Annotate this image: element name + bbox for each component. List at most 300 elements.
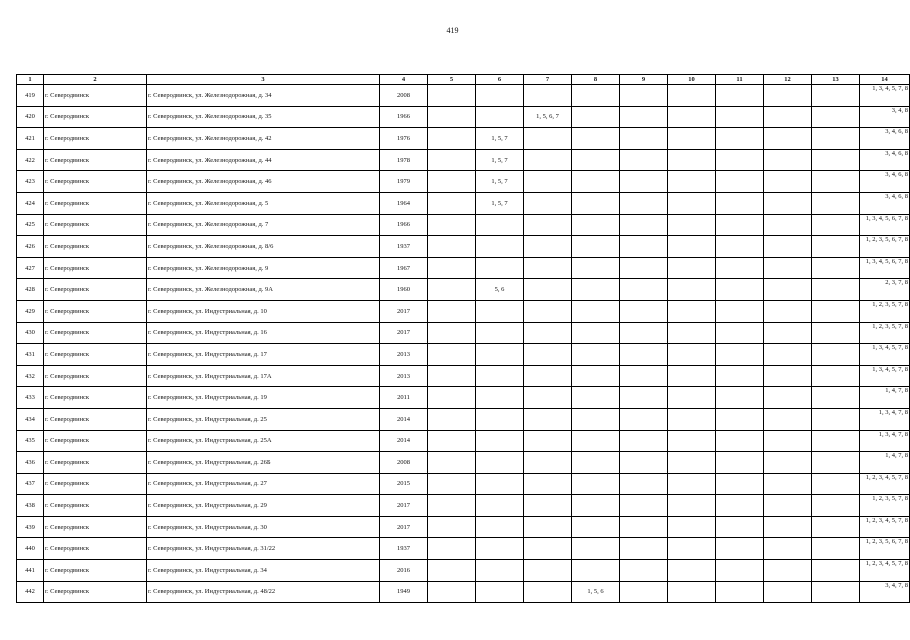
table-cell [524,473,572,495]
table-cell [428,452,476,474]
registry-table [16,74,910,603]
table-cell [428,128,476,150]
table-cell [764,192,812,214]
table-cell: г. Северодвинск [44,560,147,582]
table-cell [764,365,812,387]
table-cell [428,106,476,128]
table-cell: г. Северодвинск, ул. Индустриальная, д. 30 [147,516,380,538]
table-cell [620,538,668,560]
table-cell: г. Северодвинск, ул. Железнодорожная, д. 5 [147,192,380,214]
table-cell [668,516,716,538]
table-cell [764,408,812,430]
table-cell: г. Северодвинск, ул. Железнодорожная, д. 44 [147,149,380,171]
table-cell [620,516,668,538]
table-cell [476,365,524,387]
table-cell: г. Северодвинск, ул. Индустриальная, д. 10 [147,300,380,322]
table-cell [428,279,476,301]
table-cell [764,236,812,258]
table-cell: г. Северодвинск, ул. Железнодорожная, д. 9 [147,257,380,279]
table-cell: 1, 5, 7 [476,192,524,214]
page-number: 419 [446,26,459,35]
table-row [17,300,910,322]
table-cell [716,430,764,452]
table-cell [812,236,860,258]
table-cell: 1, 2, 3, 5, 7, 8 [860,495,910,517]
table-cell: 420 [17,106,44,128]
table-cell [764,171,812,193]
table-cell [764,473,812,495]
table-cell: 1, 2, 3, 5, 6, 7, 8 [860,236,910,258]
table-cell: 442 [17,581,44,603]
table-cell [668,473,716,495]
table-cell [572,430,620,452]
table-cell [428,430,476,452]
table-cell: 440 [17,538,44,560]
table-cell [476,473,524,495]
table-cell [428,192,476,214]
table-cell: г. Северодвинск [44,85,147,107]
table-cell: 2011 [380,387,428,409]
table-cell: 1, 5, 7 [476,149,524,171]
table-cell [428,387,476,409]
table-cell [524,408,572,430]
table-cell [524,192,572,214]
table-cell: 3, 4, 6, 8 [860,171,910,193]
table-cell [572,106,620,128]
table-cell: 1, 3, 4, 5, 7, 8 [860,365,910,387]
table-cell: г. Северодвинск, ул. Индустриальная, д. 26Б [147,452,380,474]
table-cell [716,300,764,322]
table-cell [716,106,764,128]
table-cell [716,85,764,107]
table-cell [812,214,860,236]
table-cell [572,322,620,344]
table-cell: 438 [17,495,44,517]
table-cell: 1, 2, 3, 4, 5, 7, 8 [860,473,910,495]
table-cell [524,322,572,344]
table-cell [620,430,668,452]
table-cell: 431 [17,344,44,366]
table-cell: г. Северодвинск [44,452,147,474]
table-cell: 1, 2, 3, 5, 7, 8 [860,300,910,322]
table-row [17,365,910,387]
table-body [17,85,910,603]
table-cell [524,171,572,193]
table-row [17,473,910,495]
table-cell [620,473,668,495]
table-cell [764,149,812,171]
table-cell [572,192,620,214]
table-row [17,171,910,193]
table-cell: 3, 4, 6, 8 [860,192,910,214]
table-cell [476,387,524,409]
table-cell: 1964 [380,192,428,214]
column-header: 4 [380,75,428,85]
table-cell [668,257,716,279]
table-cell [620,495,668,517]
table-cell [524,214,572,236]
column-header: 9 [620,75,668,85]
table-cell [812,128,860,150]
table-cell: г. Северодвинск [44,192,147,214]
table-cell [620,279,668,301]
table-cell [764,516,812,538]
table-cell: 1, 5, 7 [476,128,524,150]
table-cell: 1, 4, 7, 8 [860,452,910,474]
table-cell [428,149,476,171]
table-cell [716,516,764,538]
table-cell [716,560,764,582]
table-cell [812,344,860,366]
table-cell: 2013 [380,365,428,387]
table-cell: г. Северодвинск, ул. Индустриальная, д. 17 [147,344,380,366]
table-cell [668,322,716,344]
table-cell: г. Северодвинск [44,473,147,495]
table-cell [668,560,716,582]
table-cell: г. Северодвинск, ул. Индустриальная, д. 27 [147,473,380,495]
table-cell: г. Северодвинск, ул. Железнодорожная, д. 34 [147,85,380,107]
table-cell: г. Северодвинск, ул. Железнодорожная, д. 9А [147,279,380,301]
table-cell: г. Северодвинск [44,214,147,236]
table-cell [620,581,668,603]
table-cell: 430 [17,322,44,344]
column-header: 8 [572,75,620,85]
table-cell: 427 [17,257,44,279]
table-cell [572,387,620,409]
table-cell [524,495,572,517]
table-cell [812,192,860,214]
table-cell [428,365,476,387]
table-cell [812,387,860,409]
table-cell [572,560,620,582]
table-cell [668,452,716,474]
table-cell: г. Северодвинск, ул. Железнодорожная, д. 42 [147,128,380,150]
table-cell: 3, 4, 6, 8 [860,149,910,171]
table-cell: 1967 [380,257,428,279]
table-cell [620,128,668,150]
table-cell [764,279,812,301]
table-cell [620,560,668,582]
table-cell [620,149,668,171]
table-row [17,452,910,474]
table-cell [812,430,860,452]
table-cell [716,171,764,193]
table-cell [476,516,524,538]
table-cell [428,171,476,193]
table-cell: г. Северодвинск, ул. Индустриальная, д. 48/22 [147,581,380,603]
table-cell: 2008 [380,85,428,107]
table-cell: г. Северодвинск [44,106,147,128]
table-cell [716,192,764,214]
table-cell [476,257,524,279]
table-cell [572,538,620,560]
table-cell [620,408,668,430]
table-cell [716,365,764,387]
table-cell [668,430,716,452]
table-cell [668,128,716,150]
table-cell: 423 [17,171,44,193]
table-cell [668,581,716,603]
table-cell [668,236,716,258]
table-cell [668,300,716,322]
table-cell: г. Северодвинск [44,128,147,150]
table-cell [668,344,716,366]
table-cell [764,560,812,582]
table-cell: г. Северодвинск [44,236,147,258]
table-cell: 3, 4, 6, 8 [860,128,910,150]
table-row [17,149,910,171]
table-cell: 1, 2, 3, 4, 5, 7, 8 [860,516,910,538]
table-cell [764,430,812,452]
table-cell [572,171,620,193]
table-cell [524,236,572,258]
table-cell [428,473,476,495]
table-cell [764,257,812,279]
table-cell: г. Северодвинск, ул. Железнодорожная, д. 8/6 [147,236,380,258]
table-cell [524,128,572,150]
table-cell: 436 [17,452,44,474]
table-cell [572,85,620,107]
table-cell [716,408,764,430]
table-cell: 1, 3, 4, 7, 8 [860,430,910,452]
table-cell [764,214,812,236]
table-cell [812,85,860,107]
table-cell [764,85,812,107]
table-cell [476,106,524,128]
table-cell [764,495,812,517]
column-header: 13 [812,75,860,85]
table-row [17,106,910,128]
table-cell [476,538,524,560]
table-cell [524,344,572,366]
table-cell [428,257,476,279]
column-header: 12 [764,75,812,85]
table-cell [812,581,860,603]
table-cell [716,214,764,236]
table-cell [620,365,668,387]
table-cell: 1976 [380,128,428,150]
table-cell: 2014 [380,408,428,430]
table-cell: 1, 3, 4, 5, 6, 7, 8 [860,214,910,236]
table-cell: г. Северодвинск [44,516,147,538]
table-cell: 422 [17,149,44,171]
table-cell [620,322,668,344]
table-cell: г. Северодвинск [44,387,147,409]
table-cell [812,516,860,538]
table-cell: г. Северодвинск [44,344,147,366]
table-cell [428,408,476,430]
table-cell: г. Северодвинск, ул. Железнодорожная, д. 35 [147,106,380,128]
table-cell [716,236,764,258]
table-cell [476,581,524,603]
table-cell [812,300,860,322]
table-cell: 2017 [380,516,428,538]
table-cell [524,279,572,301]
table-cell: г. Северодвинск [44,171,147,193]
table-cell [572,473,620,495]
table-cell: 1, 5, 7 [476,171,524,193]
table-cell [620,452,668,474]
table-cell [620,236,668,258]
table-cell: 2008 [380,452,428,474]
table-cell: 1978 [380,149,428,171]
table-cell [620,192,668,214]
table-cell [428,495,476,517]
table-cell [428,538,476,560]
table-cell: 1, 3, 4, 5, 7, 8 [860,344,910,366]
table-cell [524,452,572,474]
table-cell [524,538,572,560]
table-cell [428,581,476,603]
table-cell [764,538,812,560]
table-cell [428,214,476,236]
table-cell [476,430,524,452]
table-cell [668,408,716,430]
table-cell: 425 [17,214,44,236]
table-cell [524,365,572,387]
table-cell: г. Северодвинск [44,538,147,560]
table-cell [428,236,476,258]
table-cell [476,322,524,344]
table-header-row [17,75,910,85]
table-cell [716,538,764,560]
table-cell: г. Северодвинск, ул. Индустриальная, д. 17А [147,365,380,387]
table-cell: г. Северодвинск [44,322,147,344]
table-cell [428,322,476,344]
table-cell [668,279,716,301]
table-row [17,516,910,538]
table-cell: 419 [17,85,44,107]
table-cell [716,581,764,603]
table-cell: 3, 4, 8 [860,106,910,128]
table-cell [812,257,860,279]
table-row [17,408,910,430]
table-cell: 434 [17,408,44,430]
table-row [17,560,910,582]
table-row [17,85,910,107]
table-row [17,387,910,409]
table-cell: 1, 5, 6 [572,581,620,603]
column-header: 3 [147,75,380,85]
table-cell: г. Северодвинск [44,430,147,452]
table-cell: 3, 4, 7, 8 [860,581,910,603]
table-cell [716,452,764,474]
table-cell: г. Северодвинск, ул. Индустриальная, д. 34 [147,560,380,582]
table-cell [572,149,620,171]
table-cell: 1949 [380,581,428,603]
table-row [17,322,910,344]
table-cell [812,322,860,344]
table-cell [620,300,668,322]
column-header: 7 [524,75,572,85]
table-cell [716,279,764,301]
table-cell: 441 [17,560,44,582]
table-cell: 1, 4, 7, 8 [860,387,910,409]
table-cell: г. Северодвинск, ул. Железнодорожная, д. 7 [147,214,380,236]
table-cell [428,560,476,582]
table-cell: 1, 5, 6, 7 [524,106,572,128]
table-row [17,538,910,560]
table-cell [524,560,572,582]
table-cell [524,516,572,538]
table-cell [524,430,572,452]
table-cell [812,538,860,560]
table-cell [812,279,860,301]
table-cell [428,516,476,538]
table-cell: г. Северодвинск [44,408,147,430]
table-cell [620,387,668,409]
table-cell: 1, 3, 4, 5, 7, 8 [860,85,910,107]
table-cell [716,322,764,344]
table-cell: г. Северодвинск, ул. Индустриальная, д. 16 [147,322,380,344]
column-header: 6 [476,75,524,85]
table-cell: 2017 [380,300,428,322]
table-cell: 2017 [380,495,428,517]
table-cell [476,344,524,366]
table-cell [668,192,716,214]
table-cell: 1979 [380,171,428,193]
table-cell [524,149,572,171]
column-header: 10 [668,75,716,85]
table-cell: 2013 [380,344,428,366]
table-cell [572,452,620,474]
table-cell [476,408,524,430]
table-cell: 5, 6 [476,279,524,301]
table-cell: 1966 [380,106,428,128]
table-cell [716,128,764,150]
table-cell [668,106,716,128]
table-cell: г. Северодвинск [44,300,147,322]
table-cell [764,452,812,474]
table-cell [620,344,668,366]
table-cell: 1960 [380,279,428,301]
table-cell: г. Северодвинск [44,149,147,171]
table-cell [668,365,716,387]
table-row [17,581,910,603]
table-cell [716,473,764,495]
table-cell: 433 [17,387,44,409]
table-cell [572,214,620,236]
table-cell [716,387,764,409]
table-cell [524,257,572,279]
table-cell [764,322,812,344]
table-cell: г. Северодвинск, ул. Индустриальная, д. 19 [147,387,380,409]
table-row [17,279,910,301]
table-cell [476,85,524,107]
table-cell [716,257,764,279]
table-cell [668,85,716,107]
table-cell: 435 [17,430,44,452]
table-cell: 1, 3, 4, 5, 6, 7, 8 [860,257,910,279]
table-cell [572,408,620,430]
table-row [17,128,910,150]
table-cell [572,257,620,279]
table-cell [572,128,620,150]
table-cell [476,452,524,474]
table-cell [764,128,812,150]
table-cell: г. Северодвинск, ул. Железнодорожная, д. 46 [147,171,380,193]
table-cell: 2016 [380,560,428,582]
table-row [17,495,910,517]
table-cell: 426 [17,236,44,258]
table-cell [668,171,716,193]
table-cell [572,300,620,322]
table-cell: 424 [17,192,44,214]
table-cell: 437 [17,473,44,495]
table-cell [812,365,860,387]
table-cell [524,85,572,107]
table-cell [428,300,476,322]
